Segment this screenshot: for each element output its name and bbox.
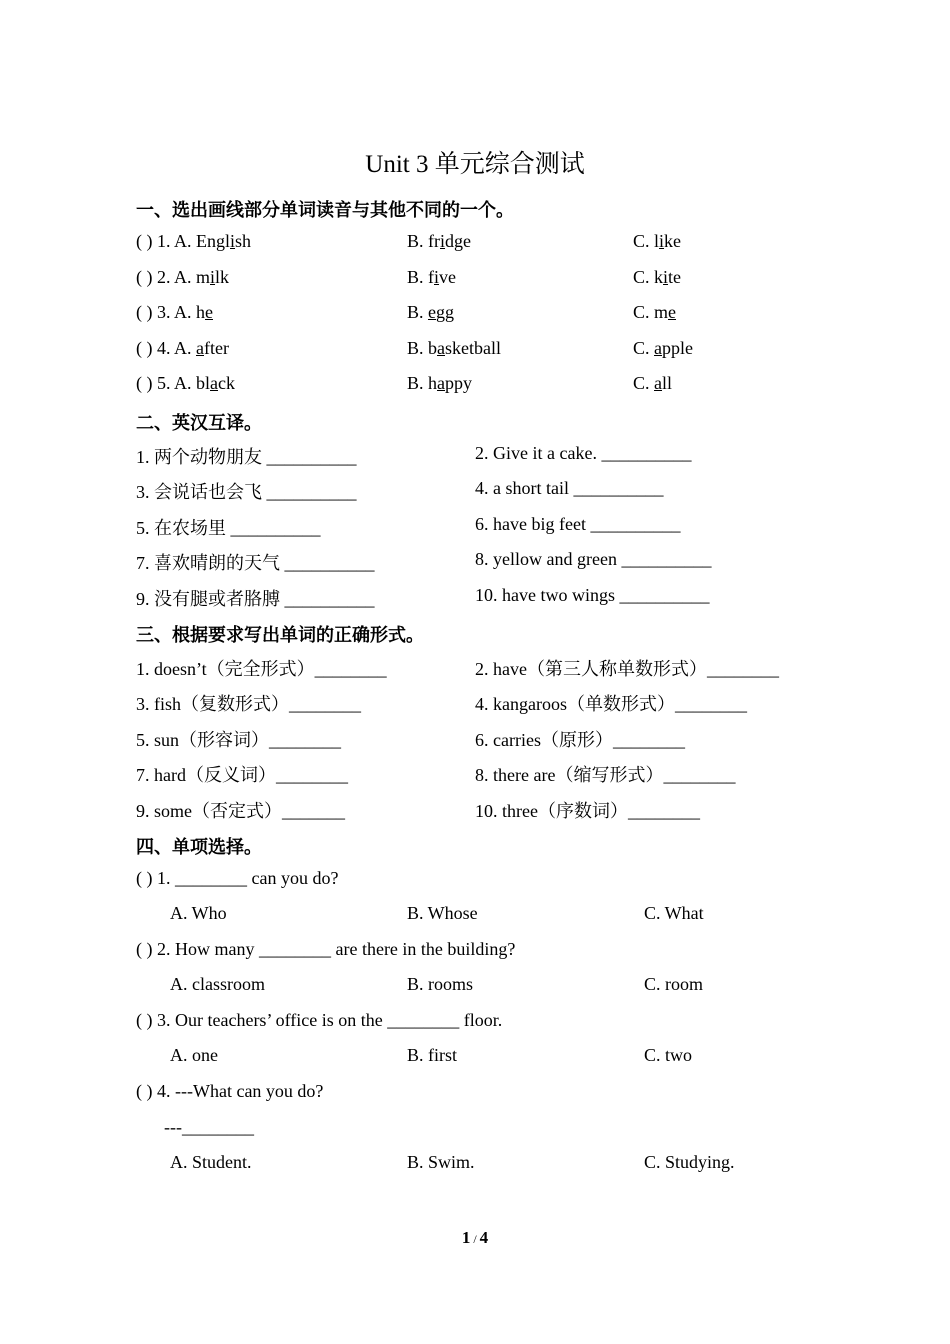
page-separator: / <box>470 1232 480 1246</box>
s2-item-8: 8. yellow and green __________ <box>475 549 712 569</box>
s2-item-9: 9. 没有腿或者胳膊 __________ <box>136 589 375 609</box>
section1-heading: 一、选出画线部分单词读音与其他不同的一个。 <box>136 200 514 221</box>
s4-q1-stem: ( ) 1. ________ can you do? <box>136 868 339 888</box>
s2-item-6: 6. have big feet __________ <box>475 514 681 534</box>
s4-q2-option-a: A. classroom <box>170 974 265 994</box>
s4-q2-option-b: B. rooms <box>407 974 474 994</box>
s3-item-3: 3. fish（复数形式）________ <box>136 694 361 714</box>
s1-q3-option-b: B. egg <box>407 302 455 322</box>
total-pages: 4 <box>479 1228 489 1247</box>
s3-item-7: 7. hard（反义词）________ <box>136 765 348 785</box>
s4-q3-stem: ( ) 3. Our teachers’ office is on the ________ floor. <box>136 1010 503 1030</box>
s1-q2-option-b: B. five <box>407 267 457 287</box>
s1-q1-option-a: ( ) 1. A. English <box>136 231 252 251</box>
s4-q4-option-a: A. Student. <box>170 1152 252 1172</box>
s4-q3-option-a: A. one <box>170 1045 218 1065</box>
s1-q1-option-b: B. fridge <box>407 231 472 251</box>
s4-q3-option-b: B. first <box>407 1045 458 1065</box>
s2-item-7: 7. 喜欢晴朗的天气 __________ <box>136 553 375 573</box>
s4-q1-option-a: A. Who <box>170 903 227 923</box>
section4-heading: 四、单项选择。 <box>136 837 262 858</box>
s3-item-10: 10. three（序数词）________ <box>475 801 700 821</box>
s4-q1-option-b: B. Whose <box>407 903 478 923</box>
s4-q3-option-c: C. two <box>644 1045 693 1065</box>
s4-q4-answer-line: ---________ <box>164 1117 254 1137</box>
current-page: 1 <box>461 1228 471 1247</box>
s3-item-5: 5. sun（形容词）________ <box>136 730 342 750</box>
s2-item-2: 2. Give it a cake. __________ <box>475 443 692 463</box>
section2-heading: 二、英汉互译。 <box>136 413 262 434</box>
s3-item-4: 4. kangaroos（单数形式）________ <box>475 694 747 714</box>
s2-item-5: 5. 在农场里 __________ <box>136 518 321 538</box>
page-title: Unit 3 单元综合测试 <box>365 151 585 178</box>
s3-item-1: 1. doesn’t（完全形式）________ <box>136 659 387 679</box>
s1-q4-option-b: B. basketball <box>407 338 502 358</box>
s3-item-2: 2. have（第三人称单数形式）________ <box>475 659 779 679</box>
s1-q4-option-a: ( ) 4. A. after <box>136 338 229 358</box>
s1-q2-option-a: ( ) 2. A. milk <box>136 267 230 287</box>
s1-q3-option-a: ( ) 3. A. he <box>136 302 213 322</box>
s1-q5-option-a: ( ) 5. A. black <box>136 373 236 393</box>
s4-q4-stem: ( ) 4. ---What can you do? <box>136 1081 324 1101</box>
s4-q4-option-b: B. Swim. <box>407 1152 475 1172</box>
s1-q1-option-c: C. like <box>633 231 682 251</box>
s1-q3-option-c: C. me <box>633 302 677 322</box>
page-number <box>0 1228 950 1248</box>
s4-q1-option-c: C. What <box>644 903 704 923</box>
s3-item-9: 9. some（否定式）_______ <box>136 801 345 821</box>
s2-item-10: 10. have two wings __________ <box>475 585 710 605</box>
s1-q4-option-c: C. apple <box>633 338 694 358</box>
s3-item-6: 6. carries（原形）________ <box>475 730 685 750</box>
s1-q5-option-b: B. happy <box>407 373 473 393</box>
s4-q4-option-c: C. Studying. <box>644 1152 735 1172</box>
section3-heading: 三、根据要求写出单词的正确形式。 <box>136 625 424 646</box>
s4-q2-option-c: C. room <box>644 974 704 994</box>
s1-q2-option-c: C. kite <box>633 267 682 287</box>
s2-item-3: 3. 会说话也会飞 __________ <box>136 482 357 502</box>
s2-item-1: 1. 两个动物朋友 __________ <box>136 447 357 467</box>
s2-item-4: 4. a short tail __________ <box>475 478 664 498</box>
s3-item-8: 8. there are（缩写形式）________ <box>475 765 736 785</box>
s1-q5-option-c: C. all <box>633 373 673 393</box>
s4-q2-stem: ( ) 2. How many ________ are there in the building? <box>136 939 516 959</box>
